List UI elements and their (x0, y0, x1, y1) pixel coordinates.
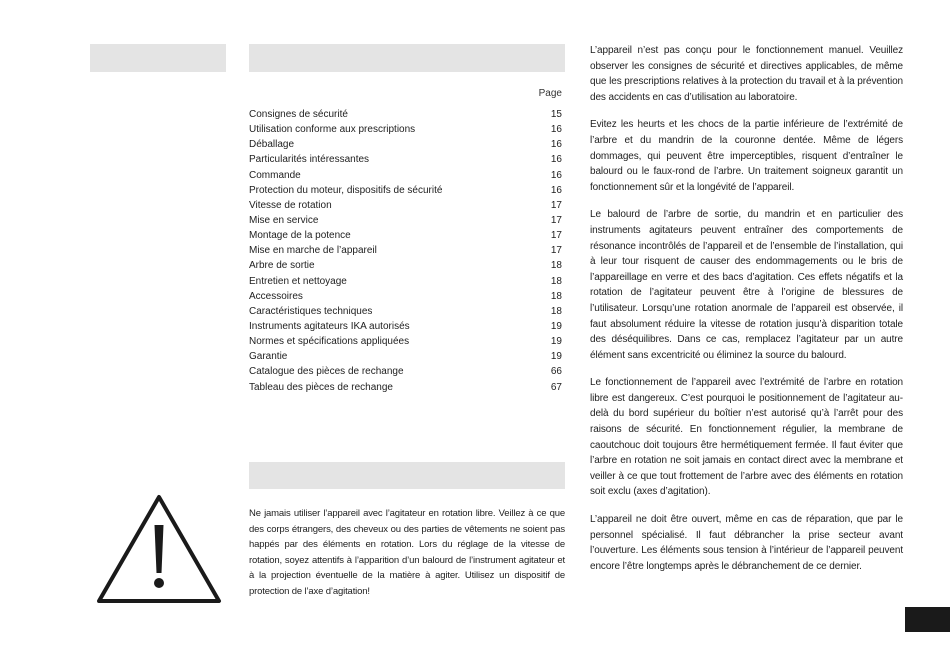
warning-triangle-icon (95, 491, 223, 606)
paragraph: Le fonctionnement de l’appareil avec l’extrémité de l’arbre en rotation libre est dangereux. C’est pourquoi le positionnement de l’agitateur au-delà du bord supérieur du boîtier n’est autorisé qu’à l’arrêt pour des raisons de sécurité. En fonctionnement régulier, la membrane de caoutchouc doit toujours être hermétiquement fermée. Il faut éviter que l’arbre en rotation ne soit jamais en contact direct avec la membrane et veiller à ce que tout frottement de l’arbre avec des éléments en rotation soit exclu (axes d’agitation). (590, 377, 903, 498)
toc-entry-page: 18 (550, 275, 562, 287)
toc-entry-title: Entretien et nettoyage (249, 275, 347, 287)
toc-entry-title: Accessoires (249, 290, 303, 302)
toc-entry-title: Tableau des pièces de rechange (249, 381, 393, 393)
toc-entry-page: 18 (550, 290, 562, 302)
toc-entry-title: Protection du moteur, dispositifs de sécurité (249, 184, 443, 196)
toc-entry (249, 274, 562, 289)
toc-entry-page: 15 (550, 109, 562, 120)
toc-entry (249, 137, 562, 152)
toc-entry-title: Particularités intéressantes (249, 154, 370, 166)
right-column-text (590, 43, 903, 586)
toc-entry-page: 17 (550, 214, 562, 226)
toc-entry-page: 18 (550, 305, 562, 317)
toc-entry (249, 183, 562, 198)
toc-entry (249, 364, 562, 379)
toc-entry-title: Commande (249, 169, 301, 181)
paragraph: L’appareil ne doit être ouvert, même en cas de réparation, que par le personnel spécialisé. Il faut débrancher la prise secteur avant l’ouverture. Les éléments sous tension à l’intérieur de l’appareil peuvent encore l’être longtemps après le débranchement de ce dernier. (590, 514, 903, 572)
toc-entry-page: 17 (550, 230, 562, 242)
toc-entry-title: Catalogue des pièces de rechange (249, 366, 404, 378)
toc-entry (249, 243, 562, 258)
toc-entry (249, 107, 562, 122)
toc-entry-page: 17 (550, 245, 562, 257)
toc-entry (249, 289, 562, 304)
toc-entry-page: 18 (550, 260, 562, 272)
toc-entry-title: Vitesse de rotation (249, 199, 332, 211)
toc-entry-title: Garantie (249, 351, 288, 363)
paragraph: Evitez les heurts et les chocs de la partie inférieure de l’extrémité de l’arbre et du mandrin de la couronne dentée. Même de légers dommages, qui peuvent être imperceptibles, risquent d’entraîner le balourd ou le faux-rond de l’arbre. Un traitement soigneux garantit un fonctionnement sûr et la longévité de l’appareil. (590, 119, 903, 193)
toc-entry-page: 19 (550, 336, 562, 348)
toc-entry (249, 258, 562, 273)
toc-entry-page: 19 (550, 351, 562, 363)
toc-entry (249, 213, 562, 228)
toc-entry-title: Normes et spécifications appliquées (249, 336, 410, 348)
toc-entry-title: Mise en service (249, 214, 319, 226)
toc-entry-title: Déballage (249, 139, 295, 151)
toc-entry-page: 16 (550, 169, 562, 181)
toc-page-column-header: Page (538, 88, 562, 99)
toc-entry-title: Montage de la potence (249, 230, 351, 242)
toc-entry-page: 16 (550, 184, 562, 196)
toc-entry-title: Instruments agitateurs IKA autorisés (249, 320, 410, 332)
toc-entry-page: 17 (550, 199, 562, 211)
toc-entry (249, 319, 562, 334)
table-of-contents (249, 107, 562, 395)
page-tab-marker (905, 607, 950, 632)
toc-entry (249, 380, 562, 395)
toc-entry-title: Consignes de sécurité (249, 109, 348, 120)
toc-entry-page: 16 (550, 139, 562, 151)
toc-entry (249, 168, 562, 183)
toc-entry-title: Mise en marche de l’appareil (249, 245, 377, 257)
toc-entry (249, 304, 562, 319)
safety-heading-bar (249, 462, 565, 489)
toc-entry-title: Caractéristiques techniques (249, 305, 373, 317)
toc-entry-title: Utilisation conforme aux prescriptions (249, 124, 416, 136)
toc-entry (249, 334, 562, 349)
toc-entry-page: 16 (550, 154, 562, 166)
toc-entry-page: 67 (550, 381, 562, 393)
left-heading-bar (90, 44, 226, 72)
toc-entry (249, 228, 562, 243)
toc-entry (249, 122, 562, 137)
toc-entry-title: Arbre de sortie (249, 260, 315, 272)
toc-entry (249, 198, 562, 213)
toc-entry-page: 19 (550, 320, 562, 332)
safety-warning-text: Ne jamais utiliser l’appareil avec l’agitateur en rotation libre. Veillez à ce que des corps étrangers, des cheveux ou des parties de vêtements ne soient pas happés par des éléments en rotation. Lors du réglage de la vitesse de rotation, soyez attentifs à l’apparition d’un balourd de l’instrument agitateur et à la projection éventuelle de la matière à agiter. Utilisez un dispositif de protection de l’axe d’agitation! (249, 508, 565, 597)
paragraph: L’appareil n’est pas conçu pour le fonctionnement manuel. Veuillez observer les consignes de sécurité et directives applicables, de même que les prescriptions relatives à la protection du travail et à la prévention des accidents en cas d’utilisation au laboratoire. (590, 45, 903, 103)
toc-entry-page: 16 (550, 124, 562, 136)
paragraph: Le balourd de l’arbre de sortie, du mandrin et en particulier des instruments agitateurs peuvent entraîner des comportements de résonance incontrôlés de l’appareil et de l’ensemble de l’installation, qui à leur tour risquent de causer des endommagements ou le bris de l’appareillage en verre et des bacs d’agitation. Ces effets négatifs et la rotation de l’agitateur peuvent être à l’origine de blessures de l’utilisateur. Lorsqu’une rotation anormale de l’appareil est observée, il faut absolument réduire la vitesse de rotation jusqu’à disparition totale des déséquilibres. Dans ce cas, remplacez l’agitateur par un autre élément sans excentricité ou éliminez la source du balourd. (590, 209, 903, 361)
toc-entry-page: 66 (550, 366, 562, 378)
toc-entry (249, 349, 562, 364)
toc-entry (249, 152, 562, 167)
toc-heading-bar (249, 44, 565, 72)
